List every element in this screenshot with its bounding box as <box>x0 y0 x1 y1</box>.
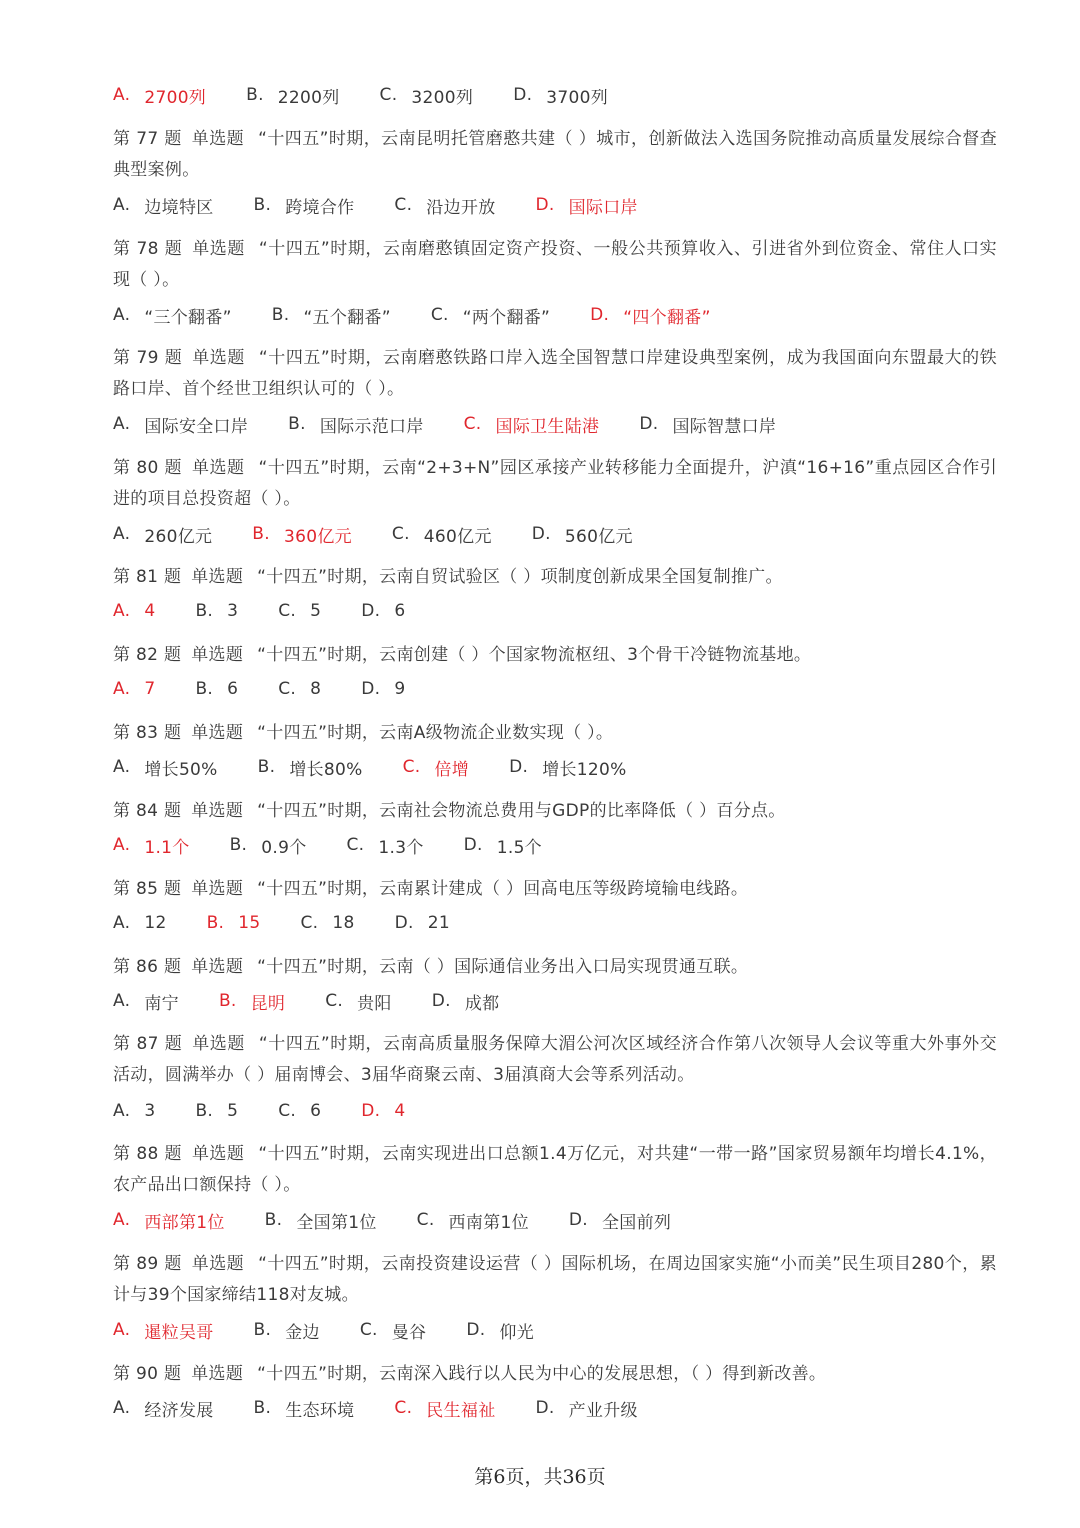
options-row <box>113 908 490 938</box>
option-letter: B. <box>195 601 214 621</box>
option-b <box>272 303 391 328</box>
option-text: 3 <box>144 1101 156 1121</box>
question-text: “十四五”时期，云南自贸试验区（ ）项制度创新成果全国复制推广。 <box>257 567 783 587</box>
question-text: “十四五”时期，云南社会物流总费用与GDP的比率降低（ ）百分点。 <box>257 801 786 821</box>
option-d <box>532 522 633 547</box>
option-letter: C. <box>278 1101 297 1121</box>
option-text: “五个翻番” <box>303 307 391 328</box>
option-text: 360亿元 <box>283 526 352 547</box>
question-type: 单选题 <box>192 348 245 368</box>
option-letter: A. <box>113 913 131 933</box>
question-type: 单选题 <box>191 1364 244 1384</box>
option-text: 增长50% <box>144 759 218 780</box>
options-row <box>113 1205 711 1235</box>
option-text: 西部第1位 <box>144 1212 225 1233</box>
option-c <box>431 303 550 328</box>
option-text: 3700列 <box>546 87 609 108</box>
options-row <box>113 519 673 549</box>
question-text: “十四五”时期，云南A级物流企业数实现（ ）。 <box>257 723 614 743</box>
option-b <box>254 193 355 218</box>
question-type: 单选题 <box>191 645 244 665</box>
options-row <box>113 830 582 860</box>
page-footer: 第6页，共36页 <box>474 1466 606 1488</box>
option-text: 成都 <box>464 993 500 1014</box>
option-text: 增长120% <box>542 759 627 780</box>
option-text: 昆明 <box>250 993 286 1014</box>
option-letter: B. <box>253 1320 272 1340</box>
question-stem <box>113 640 997 671</box>
option-text: 暹粒吴哥 <box>144 1322 214 1343</box>
option-text: 260亿元 <box>144 526 213 547</box>
question-stem <box>113 718 997 749</box>
option-letter: B. <box>229 835 248 855</box>
question-number: 第 81 题 <box>113 567 182 587</box>
option-text: 7 <box>144 679 156 699</box>
options-row <box>113 409 816 439</box>
option-letter: A. <box>113 1320 131 1340</box>
option-d-correct <box>361 1101 405 1121</box>
option-letter: C. <box>394 1398 413 1418</box>
question-type: 单选题 <box>191 129 245 149</box>
option-letter: B. <box>288 414 306 434</box>
option-letter: A. <box>113 991 131 1011</box>
option-text: 18 <box>332 913 355 933</box>
option-letter: D. <box>535 195 555 215</box>
option-text: 跨境合作 <box>285 197 355 218</box>
option-a <box>113 1396 214 1421</box>
question-number: 第 87 题 <box>113 1034 183 1054</box>
option-a <box>113 412 248 437</box>
option-letter: A. <box>113 1398 131 1418</box>
option-letter: B. <box>218 991 237 1011</box>
question-stem <box>113 453 997 515</box>
option-c-correct <box>464 412 600 437</box>
option-c <box>278 601 321 621</box>
option-a <box>113 522 212 547</box>
question-stem <box>113 796 997 827</box>
option-letter: B. <box>264 1210 283 1230</box>
option-c <box>392 522 492 547</box>
option-letter: D. <box>466 1320 486 1340</box>
option-letter: C. <box>346 835 365 855</box>
options-row <box>113 190 678 220</box>
question-type: 单选题 <box>191 801 244 821</box>
option-c-correct <box>394 1396 495 1421</box>
question-stem <box>113 562 997 593</box>
question-type: 单选题 <box>191 957 244 977</box>
option-letter: A. <box>113 524 131 544</box>
question-type: 单选题 <box>192 458 245 478</box>
option-letter: B. <box>206 913 225 933</box>
question-text: “十四五”时期，云南磨憨镇固定资产投资、一般公共预算收入、引进省外到位资金、常住人口实现（ ）。 <box>113 239 997 290</box>
option-b <box>195 1101 238 1121</box>
question-type: 单选题 <box>191 1254 245 1274</box>
option-letter: D. <box>568 1210 588 1230</box>
option-b <box>254 1396 355 1421</box>
option-d <box>509 755 627 780</box>
option-text: 增长80% <box>289 759 363 780</box>
option-text: 南宁 <box>144 993 179 1014</box>
option-a <box>113 755 218 780</box>
option-text: 6 <box>310 1101 322 1121</box>
question-number: 第 79 题 <box>113 348 183 368</box>
option-text: 2700列 <box>144 87 207 108</box>
option-letter: C. <box>325 991 344 1011</box>
question-number: 第 80 题 <box>113 458 183 478</box>
option-letter: C. <box>379 85 398 105</box>
option-text: 12 <box>144 913 167 933</box>
option-letter: D. <box>509 757 529 777</box>
option-text: 国际卫生陆港 <box>495 416 600 437</box>
option-letter: C. <box>359 1320 378 1340</box>
option-letter: D. <box>463 835 483 855</box>
option-c <box>394 193 495 218</box>
option-text: 国际智慧口岸 <box>672 416 777 437</box>
option-letter: C. <box>300 913 319 933</box>
option-text: 6 <box>227 679 239 699</box>
option-letter: A. <box>113 85 131 105</box>
question-number: 第 85 题 <box>113 879 182 899</box>
option-letter: C. <box>402 757 421 777</box>
option-d <box>361 679 405 699</box>
option-text: 1.1个 <box>144 837 190 858</box>
options-row <box>113 986 539 1016</box>
option-text: 3 <box>227 601 239 621</box>
option-c <box>380 83 474 108</box>
option-text: 5 <box>227 1101 239 1121</box>
option-text: 西南第1位 <box>448 1212 529 1233</box>
question-type: 单选题 <box>191 879 244 899</box>
option-letter: C. <box>391 524 410 544</box>
question-number: 第 89 题 <box>113 1254 182 1274</box>
question-text: “十四五”时期，云南“2+3+N”园区承接产业转移能力全面提升，沪滇“16+16”重点园区合作引进的项目总投资超（ ）。 <box>113 458 997 509</box>
question-stem <box>113 1029 997 1091</box>
option-d <box>464 833 542 858</box>
option-text: 曼谷 <box>391 1322 427 1343</box>
option-c-correct <box>403 755 469 780</box>
option-text: 2200列 <box>277 87 340 108</box>
option-letter: D. <box>531 524 551 544</box>
option-a <box>113 193 214 218</box>
option-letter: D. <box>361 1101 381 1121</box>
question-stem <box>113 952 997 983</box>
option-text: “四个翻番” <box>623 307 711 328</box>
question-text: “十四五”时期，云南创建（ ）个国家物流枢纽、3个骨干冷链物流基地。 <box>257 645 812 665</box>
option-letter: C. <box>463 414 482 434</box>
option-d-correct <box>590 303 711 328</box>
option-text: 6 <box>394 601 406 621</box>
question-number: 第 84 题 <box>113 801 182 821</box>
option-text: 1.5个 <box>496 837 542 858</box>
question-text: “十四五”时期，云南高质量服务保障大湄公河次区域经济合作第八次领导人会议等重大外事外交活动，圆满举办（ ）届南博会、3届华商聚云南、3届滇商大会等系列活动。 <box>113 1034 997 1085</box>
option-d <box>569 1208 671 1233</box>
option-letter: D. <box>431 991 451 1011</box>
option-a-correct <box>113 1318 214 1343</box>
option-b <box>258 755 363 780</box>
question-text: “十四五”时期，云南深入践行以人民为中心的发展思想，（ ）得到新改善。 <box>257 1364 827 1384</box>
question-text: “十四五”时期，云南投资建设运营（ ）国际机场，在周边国家实施“小而美”民生项目280个，累计与39个国家缔结118对友城。 <box>113 1254 997 1305</box>
option-letter: B. <box>257 757 276 777</box>
option-letter: B. <box>195 1101 214 1121</box>
option-text: 经济发展 <box>144 1400 214 1421</box>
option-letter: A. <box>113 835 131 855</box>
option-letter: C. <box>416 1210 435 1230</box>
option-text: 国际安全口岸 <box>144 416 249 437</box>
option-letter: C. <box>278 679 297 699</box>
options-row <box>113 674 446 704</box>
question-number: 第 83 题 <box>113 723 182 743</box>
option-b <box>195 679 238 699</box>
option-a-correct <box>113 679 155 699</box>
option-b-correct <box>252 522 352 547</box>
question-type: 单选题 <box>191 723 244 743</box>
option-text: 8 <box>310 679 322 699</box>
options-row <box>113 80 648 110</box>
question-text: “十四五”时期，云南磨憨铁路口岸入选全国智慧口岸建设典型案例，成为我国面向东盟最大的铁路口岸、首个经世卫组织认可的（ ）。 <box>113 348 997 399</box>
question-number: 第 88 题 <box>113 1144 182 1164</box>
option-b-correct <box>207 913 261 933</box>
question-stem <box>113 1249 997 1311</box>
question-text: “十四五”时期，云南累计建成（ ）回高电压等级跨境输电线路。 <box>257 879 749 899</box>
question-number: 第 86 题 <box>113 957 182 977</box>
option-text: 4 <box>394 1101 406 1121</box>
question-stem <box>113 124 997 186</box>
option-text: 3200列 <box>411 87 474 108</box>
option-text: 0.9个 <box>261 837 307 858</box>
option-a <box>113 989 179 1014</box>
question-number: 第 82 题 <box>113 645 182 665</box>
option-c <box>278 679 321 699</box>
question-stem <box>113 234 997 296</box>
option-c <box>360 1318 426 1343</box>
options-row <box>113 752 667 782</box>
option-text: 金边 <box>285 1322 320 1343</box>
option-text: 国际口岸 <box>568 197 638 218</box>
option-letter: D. <box>535 1398 555 1418</box>
option-text: 560亿元 <box>564 526 633 547</box>
option-text: 生态环境 <box>285 1400 355 1421</box>
option-letter: A. <box>113 601 131 621</box>
option-letter: D. <box>361 601 381 621</box>
option-d-correct <box>536 193 638 218</box>
option-letter: B. <box>246 85 264 105</box>
option-letter: B. <box>252 524 270 544</box>
option-c <box>347 833 424 858</box>
option-letter: A. <box>113 195 131 215</box>
option-c <box>325 989 391 1014</box>
option-a <box>113 303 232 328</box>
option-b <box>254 1318 320 1343</box>
option-text: 全国前列 <box>601 1212 672 1233</box>
option-b <box>288 412 423 437</box>
question-stem <box>113 1359 997 1390</box>
options-row <box>113 1096 446 1126</box>
option-text: 21 <box>427 913 450 933</box>
option-a-correct <box>113 83 206 108</box>
option-letter: A. <box>113 1210 131 1230</box>
question-stem <box>113 1139 997 1201</box>
question-type: 单选题 <box>191 567 244 587</box>
option-letter: D. <box>513 85 533 105</box>
option-b <box>230 833 307 858</box>
option-d <box>639 412 776 437</box>
option-text: 全国第1位 <box>296 1212 377 1233</box>
option-a-correct <box>113 601 155 621</box>
option-c <box>300 913 354 933</box>
option-letter: D. <box>361 679 381 699</box>
question-text: “十四五”时期，云南昆明托管磨憨共建（ ）城市，创新做法入选国务院推动高质量发展综合督查典型案例。 <box>113 129 998 180</box>
option-letter: B. <box>253 195 272 215</box>
question-type: 单选题 <box>191 1144 245 1164</box>
option-text: 产业升级 <box>568 1400 638 1421</box>
question-number: 第 78 题 <box>113 239 183 259</box>
option-letter: C. <box>430 305 449 325</box>
option-a-correct <box>113 1208 225 1233</box>
option-text: 仰光 <box>499 1322 535 1343</box>
option-d <box>361 601 405 621</box>
option-letter: C. <box>278 601 297 621</box>
option-d <box>432 989 500 1014</box>
option-b <box>246 83 339 108</box>
option-b <box>195 601 238 621</box>
option-letter: C. <box>394 195 413 215</box>
question-text: “十四五”时期，云南实现进出口总额1.4万亿元，对共建“一带一路”国家贸易额年均增长4.1%，农产品出口额保持（ ）。 <box>113 1144 997 1195</box>
option-d <box>536 1396 638 1421</box>
question-text: “十四五”时期，云南（ ）国际通信业务出入口局实现贯通互联。 <box>257 957 749 977</box>
question-stem <box>113 343 997 405</box>
option-letter: B. <box>253 1398 272 1418</box>
option-text: 5 <box>310 601 322 621</box>
option-letter: A. <box>113 679 131 699</box>
option-text: 贵阳 <box>357 993 392 1014</box>
option-text: 460亿元 <box>423 526 492 547</box>
option-letter: A. <box>113 1101 131 1121</box>
option-letter: A. <box>113 757 131 777</box>
option-text: 15 <box>238 913 261 933</box>
option-text: 边境特区 <box>144 197 214 218</box>
option-letter: A. <box>113 414 131 434</box>
options-row <box>113 1315 574 1345</box>
question-number: 第 77 题 <box>113 129 182 149</box>
option-a <box>113 1101 155 1121</box>
question-stem <box>113 874 997 905</box>
option-letter: D. <box>639 414 659 434</box>
question-type: 单选题 <box>192 1034 245 1054</box>
option-b <box>265 1208 377 1233</box>
option-text: “三个翻番” <box>144 307 232 328</box>
question-type: 单选题 <box>192 239 245 259</box>
option-letter: B. <box>195 679 214 699</box>
option-text: “两个翻番” <box>462 307 551 328</box>
option-text: 9 <box>394 679 406 699</box>
option-letter: D. <box>394 913 414 933</box>
option-letter: A. <box>113 305 131 325</box>
option-text: 国际示范口岸 <box>319 416 424 437</box>
option-d <box>466 1318 534 1343</box>
option-d <box>395 913 450 933</box>
option-c <box>278 1101 321 1121</box>
question-number: 第 90 题 <box>113 1364 182 1384</box>
option-text: 1.3个 <box>378 837 424 858</box>
option-a-correct <box>113 833 190 858</box>
option-text: 4 <box>144 601 156 621</box>
options-row <box>113 300 751 330</box>
option-a <box>113 913 167 933</box>
option-b-correct <box>219 989 285 1014</box>
option-letter: B. <box>271 305 290 325</box>
option-text: 民生福祉 <box>426 1400 496 1421</box>
option-c <box>417 1208 529 1233</box>
options-row <box>113 1393 678 1423</box>
option-letter: D. <box>590 305 610 325</box>
option-text: 沿边开放 <box>426 197 496 218</box>
option-text: 倍增 <box>434 759 470 780</box>
options-row <box>113 596 446 626</box>
option-d <box>513 83 608 108</box>
